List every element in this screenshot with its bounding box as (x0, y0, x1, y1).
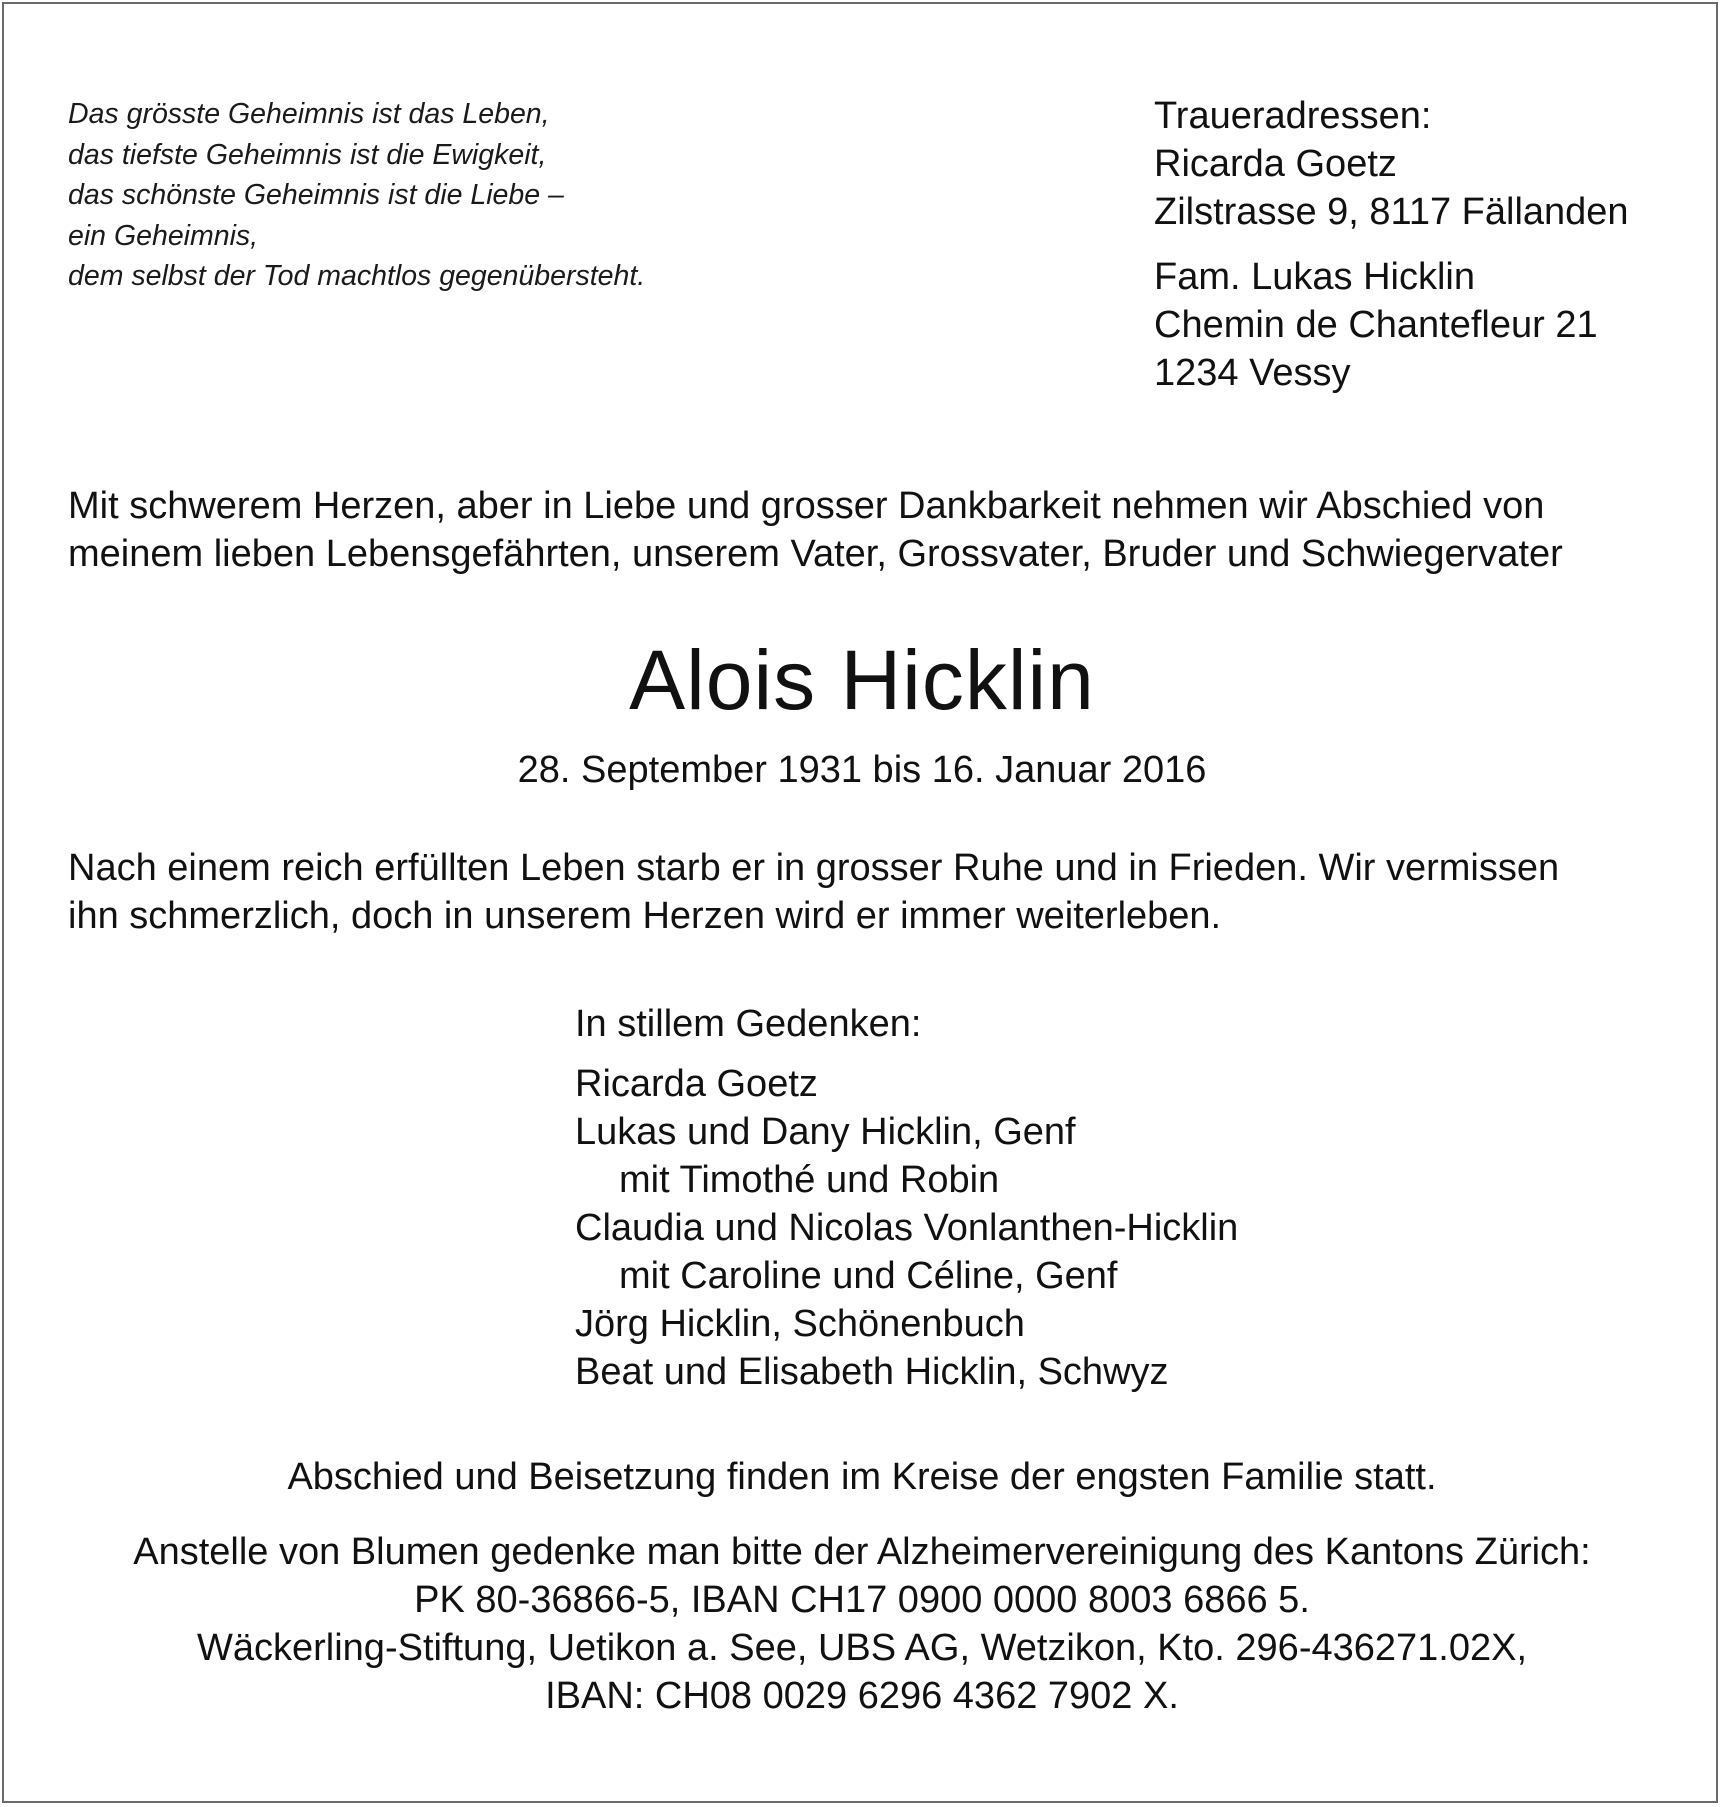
mourner-name: Jörg Hicklin, Schönenbuch (575, 1303, 1025, 1345)
message-line: ihn schmerzlich, doch in unserem Herzen wird er immer weiterleben. (68, 895, 1222, 937)
address-line: 1234 Vessy (1154, 352, 1351, 394)
donation-line: Wäckerling-Stiftung, Uetikon a. See, UBS AG, Wetzikon, Kto. 296-436271.02X, (197, 1627, 1527, 1669)
poem-line: das tiefste Geheimnis ist die Ewigkeit, (68, 138, 547, 171)
life-dates: 28. September 1931 bis 16. Januar 2016 (517, 749, 1207, 791)
donation-line: Anstelle von Blumen gedenke man bitte der Alzheimervereinigung des Kantons Zürich: (133, 1531, 1591, 1573)
poem (68, 94, 645, 297)
mourners-heading: In stillem Gedenken: (575, 1003, 922, 1045)
addresses-heading: Traueradressen: (1154, 95, 1432, 137)
address-line: Ricarda Goetz (1154, 143, 1397, 185)
mourning-addresses (1154, 92, 1629, 397)
mourner-name: Claudia und Nicolas Vonlanthen-Hicklin (575, 1207, 1239, 1249)
intro-paragraph (68, 482, 1563, 578)
intro-line: meinem lieben Lebensgefährten, unserem Vater, Grossvater, Bruder und Schwiegervater (68, 533, 1563, 575)
poem-line: dem selbst der Tod machtlos gegenübersteht. (68, 260, 646, 292)
mourner-name: Beat und Elisabeth Hicklin, Schwyz (575, 1351, 1169, 1393)
farewell-note: Abschied und Beisetzung finden im Kreise der engsten Familie statt. (287, 1456, 1437, 1498)
poem-line: Das grösste Geheimnis ist das Leben, (68, 98, 550, 130)
address-line: Zilstrasse 9, 8117 Fällanden (1154, 191, 1629, 233)
mourners-list (575, 1000, 1238, 1396)
donation-line: IBAN: CH08 0029 6296 4362 7902 X. (545, 1675, 1179, 1717)
poem-line: das schönste Geheimnis ist die Liebe – (68, 179, 564, 211)
mourner-name: Lukas und Dany Hicklin, Genf (575, 1111, 1076, 1153)
message-paragraph (68, 844, 1559, 940)
intro-line: Mit schwerem Herzen, aber in Liebe und grosser Dankbarkeit nehmen wir Abschied von (68, 485, 1545, 527)
address-line: Chemin de Chantefleur 21 (1154, 304, 1598, 346)
mourner-name: Ricarda Goetz (575, 1063, 818, 1105)
poem-line: ein Geheimnis, (68, 219, 259, 252)
mourner-name: mit Caroline und Céline, Genf (619, 1255, 1118, 1297)
deceased-name: Alois Hicklin (629, 633, 1095, 727)
message-line: Nach einem reich erfüllten Leben starb er in grosser Ruhe und in Frieden. Wir vermissen (68, 847, 1560, 889)
donation-info (0, 1528, 1724, 1720)
address-line: Fam. Lukas Hicklin (1154, 256, 1475, 298)
donation-line: PK 80-36866-5, IBAN CH17 0900 0000 8003 6866 5. (414, 1579, 1310, 1621)
mourner-name: mit Timothé und Robin (619, 1159, 1000, 1201)
